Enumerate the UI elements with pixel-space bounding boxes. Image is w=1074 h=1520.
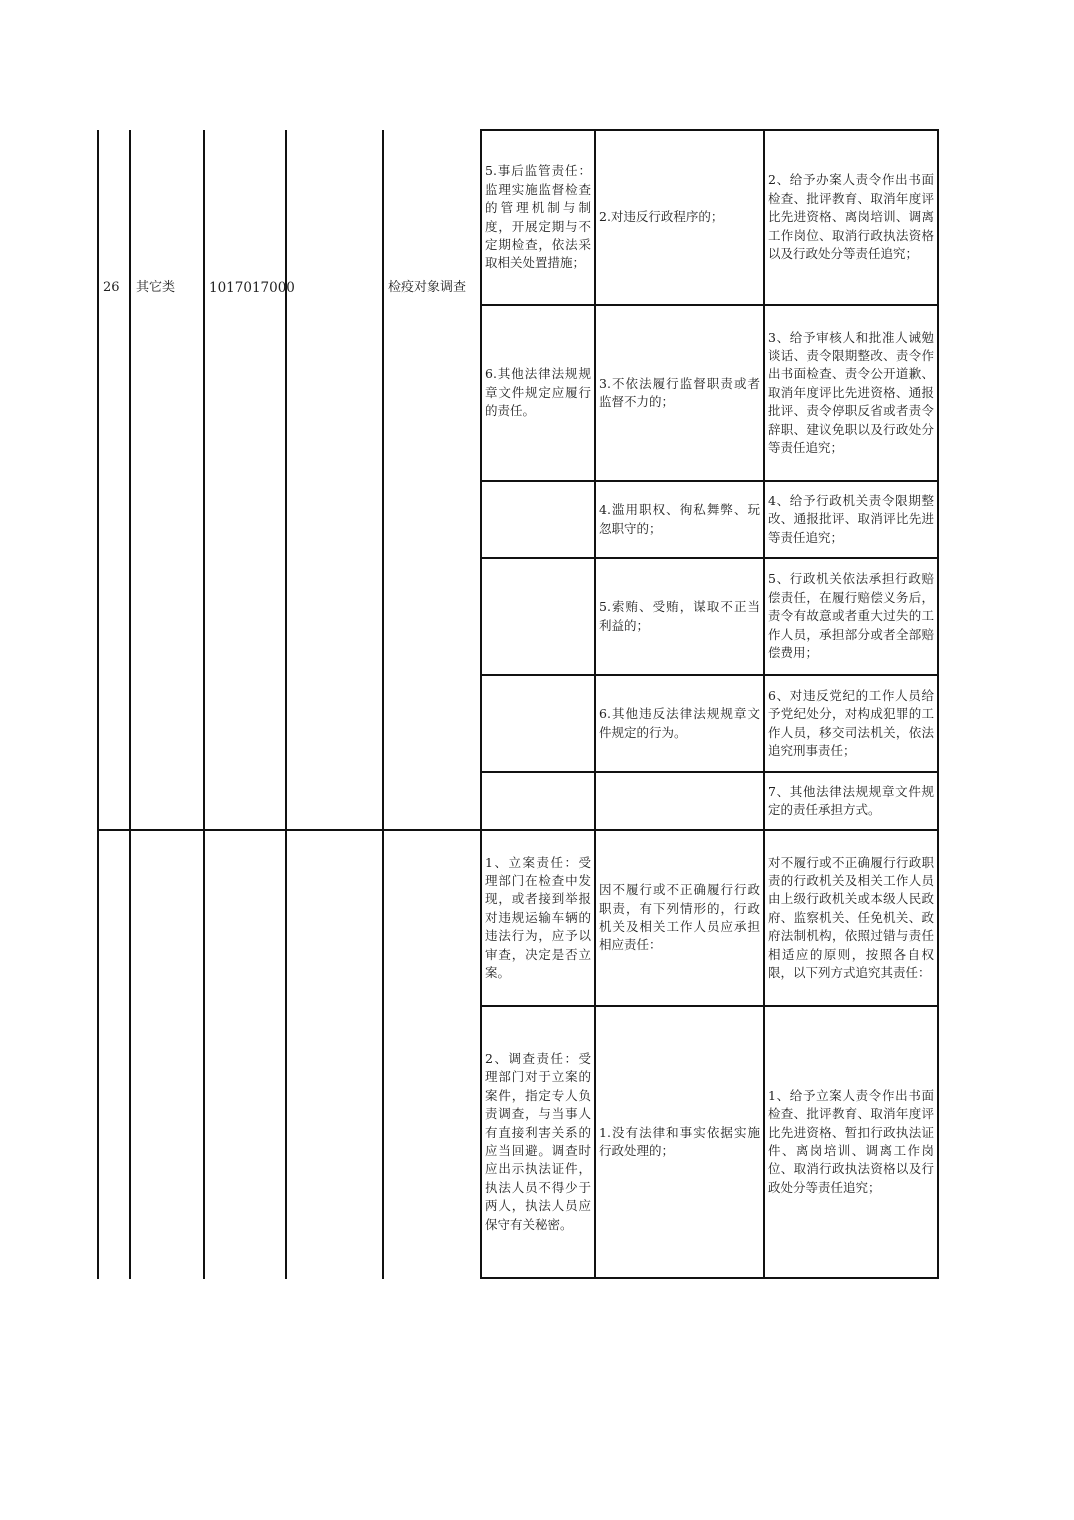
accountability-method: 4、给予行政机关责令限期整改、通报批评、取消评比先进等责任追究； (768, 492, 934, 545)
column-rule (382, 130, 384, 1279)
item-category: 其它类 (136, 280, 176, 295)
item-number: 26 (103, 280, 120, 295)
accountability-situation: 4.滥用职权、徇私舞弊、玩忽职守的； (599, 502, 760, 536)
item-subitem: 检疫对象调查 (388, 280, 467, 295)
responsibility-stage (482, 676, 594, 771)
responsibility-stage: 5.事后监管责任：监理实施监督检查的管理机制与制度，开展定期与不定期检查，依法采取相关处置措施； (485, 163, 591, 271)
accountability-situation: 2.对违反行政程序的； (599, 209, 724, 225)
accountability-method: 6、对违反党纪的工作人员给予党纪处分，对构成犯罪的工作人员，移交司法机关，依法追究刑事责任； (768, 687, 934, 758)
accountability-method: 2、给予办案人责令作出书面检查、批评教育、取消年度评比先进资格、离岗培训、调离工作岗位、取消行政执法资格以及行政处分等责任追究； (768, 172, 934, 262)
responsibility-stage: 1、立案责任：受理部门在检查中发现，或者接到举报对违规运输车辆的违法行为，应予以审查，决定是否立案。 (485, 854, 591, 981)
accountability-situation: 1.没有法律和事实依据实施行政处理的； (599, 1124, 760, 1158)
accountability-method: 对不履行或不正确履行行政职责的行政机关及相关工作人员由上级行政机关或本级人民政府、监察机关、任免机关、政府法制机构，依照过错与责任相适应的原则，按照各自权限，以下列方式追究其责任： (768, 854, 934, 981)
accountability-situation: 3.不依法履行监督职责或者监督不力的； (599, 375, 760, 409)
item-code: 1017017000 (209, 280, 295, 296)
accountability-situation: 因不履行或不正确履行行政职责，有下列情形的，行政机关及相关工作人员应承担相应责任： (599, 882, 760, 953)
row-rule (480, 1277, 939, 1279)
column-rule (129, 130, 131, 1279)
responsibility-stage (482, 482, 594, 557)
column-rule (937, 130, 939, 1279)
accountability-situation: 6.其他违反法律法规规章文件规定的行为。 (599, 706, 760, 740)
accountability-method: 3、给予审核人和批准人诫勉谈话、责令限期整改、责令作出书面检查、责令公开道歉、取消年度评比先进资格、通报批评、责令停职反省或者责令辞职、建议免职以及行政处分等责任追究； (768, 329, 934, 456)
responsibility-stage: 6.其他法律法规规章文件规定应履行的责任。 (485, 366, 591, 419)
accountability-situation (596, 773, 763, 829)
column-rule (97, 130, 99, 1279)
responsibility-stage: 2、调查责任：受理部门对于立案的案件，指定专人负责调查，与当事人有直接利害关系的应当回避。调查时应出示执法证件，执法人员不得少于两人，执法人员应保守有关秘密。 (485, 1050, 591, 1232)
responsibility-stage (482, 773, 594, 829)
accountability-method: 5、行政机关依法承担行政赔偿责任，在履行赔偿义务后，责令有故意或者重大过失的工作人员，承担部分或者全部赔偿费用； (768, 571, 934, 661)
accountability-method: 7、其他法律法规规章文件规定的责任承担方式。 (768, 783, 934, 817)
responsibility-stage (482, 559, 594, 674)
accountability-situation: 5.索贿、受贿，谋取不正当利益的； (599, 599, 760, 633)
column-rule (203, 130, 205, 1279)
column-rule (285, 130, 287, 1279)
accountability-method: 1、给予立案人责令作出书面检查、批评教育、取消年度评比先进资格、暂扣行政执法证件、离岗培训、调离工作岗位、取消行政执法资格以及行政处分等责任追究； (768, 1087, 934, 1195)
